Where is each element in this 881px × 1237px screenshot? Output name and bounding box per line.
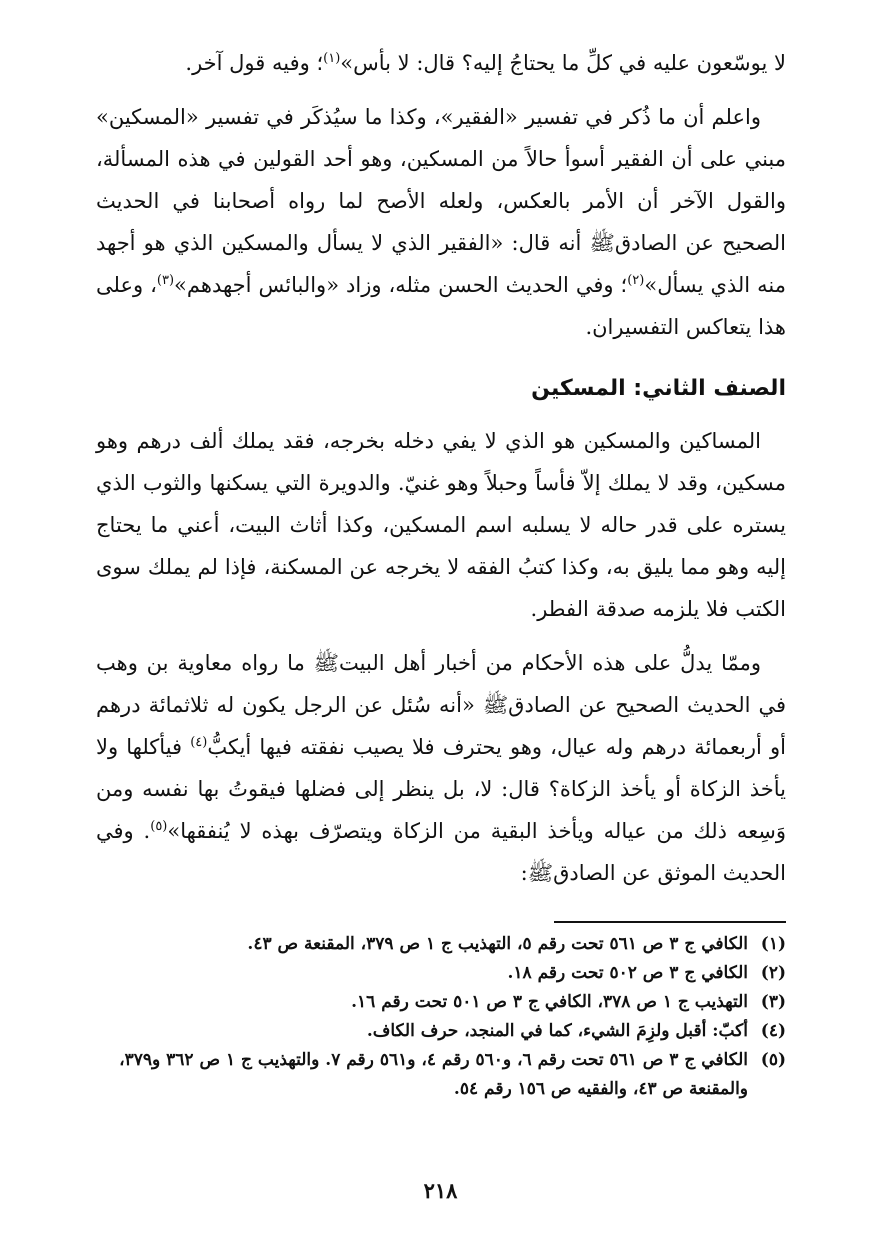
paragraph-continuation [96, 42, 786, 84]
paragraph-text: . وفي الحديث الموثق عن الصادقﷺ: [96, 819, 786, 885]
footnote-item [96, 988, 786, 1017]
footnotes-section [96, 930, 786, 1104]
footnote-item [96, 959, 786, 988]
footnote-ref-2[interactable]: (٢) [627, 273, 645, 288]
paragraph-text: لا يوسّعون عليه في كلِّ ما يحتاجُ إليه؟ قال: لا بأس» [340, 51, 786, 75]
footnote-text: التهذيب ج ١ ص ٣٧٨، الكافي ج ٣ ص ٥٠١ تحت رقم ١٦. [351, 992, 748, 1012]
paragraph-text: ، وعلى هذا يتعاكس التفسيران. [96, 273, 786, 339]
footnote-number: (٣) [760, 992, 786, 1012]
footnote-item [96, 930, 786, 959]
paragraph-text: واعلم أن ما ذُكر في تفسير «الفقير»، وكذا ما سيُذكَر في تفسير «المسكين» مبني على أن الفقير أسوأ حالاً من المسكين، وهو أحد القولين في هذه المسألة، والقول الآخر أن الأمر بالعكس، ولعله الأصح لما رواه أصحابنا في الحديث الصحيح عن الصادقﷺ أنه قال: «الفقير الذي لا يسأل والمسكين الذي هو أجهد منه الذي يسأل» [96, 105, 786, 297]
paragraph-miskin-definition [96, 420, 786, 630]
paragraph-evidence [96, 642, 786, 894]
footnote-text: الكافي ج ٣ ص ٥٠٢ تحت رقم ١٨. [507, 963, 748, 983]
footnote-number: (١) [760, 934, 786, 954]
section-heading: الصنف الثاني: المسكين [531, 376, 786, 401]
paragraph-fakir-miskin [96, 96, 786, 348]
paragraph-text: فيأكلها ولا يأخذ الزكاة أو يأخذ الزكاة؟ قال: لا، بل ينظر إلى فضلها فيقوتُ بها نفسه ومن وَسِعه ذلك من عياله ويأخذ البقية من الزكاة ويتصرّف بهذه لا يُنفقها» [96, 735, 786, 843]
footnote-text: الكافي ج ٣ ص ٥٦١ تحت رقم ٥، التهذيب ج ١ ص ٣٧٩، المقنعة ص ٤٣. [247, 934, 748, 954]
footnote-text: الكافي ج ٣ ص ٥٦١ تحت رقم ٦، و٥٦٠ رقم ٤، و٥٦١ رقم ٧. والتهذيب ج ١ ص ٣٦٢ و٣٧٩، والمقنعة ص ٤٣، والفقيه ص ١٥٦ رقم ٥٤. [119, 1050, 748, 1099]
footnote-item [96, 1046, 786, 1104]
footnote-text: أكبّ: أقبل ولزِمَ الشيء، كما في المنجد، حرف الكاف. [366, 1021, 748, 1041]
page-number: ٢١٨ [423, 1178, 458, 1203]
footnote-ref-3[interactable]: (٣) [156, 273, 175, 288]
footnote-ref-5[interactable]: (٥) [150, 819, 168, 834]
main-text-body [96, 42, 786, 906]
paragraph-text: ؛ وفيه قول آخر. [185, 51, 324, 75]
paragraph-text: المساكين والمسكين هو الذي لا يفي دخله بخرجه، فقد يملك ألف درهم وهو مسكين، وقد لا يملك إلاّ فأساً وحبلاً وهو غنيّ. والدويرة التي يسكنها والثوب الذي يستره على قدر حاله لا يسلبه اسم المسكين، وكذا أثاث البيت، أعني ما يحتاج إليه وهو مما يليق به، وكذا كتبُ الفقه لا يخرجه عن المسكنة، فإذا لم يملك سوى الكتب فلا يلزمه صدقة الفطر. [96, 429, 786, 621]
paragraph-text: وممّا يدلُّ على هذه الأحكام من أخبار أهل البيتﷺ ما رواه معاوية بن وهب في الحديث الصحيح عن الصادقﷺ «أنه سُئل عن الرجل يكون له ثلاثمائة درهم أو أربعمائة درهم وله عيال، وهو يحترف فلا يصيب نفقته فيها أيكبُّ [96, 651, 786, 759]
footnote-ref-1[interactable]: (١) [323, 51, 341, 66]
footnote-divider [554, 921, 786, 923]
footnote-number: (٥) [760, 1050, 786, 1070]
footnote-number: (٤) [760, 1021, 786, 1041]
footnote-number: (٢) [760, 963, 786, 983]
paragraph-text: ؛ وفي الحديث الحسن مثله، وزاد «والبائس أجهدهم» [174, 273, 628, 297]
footnote-ref-4[interactable]: (٤) [190, 735, 208, 750]
footnote-item [96, 1017, 786, 1046]
